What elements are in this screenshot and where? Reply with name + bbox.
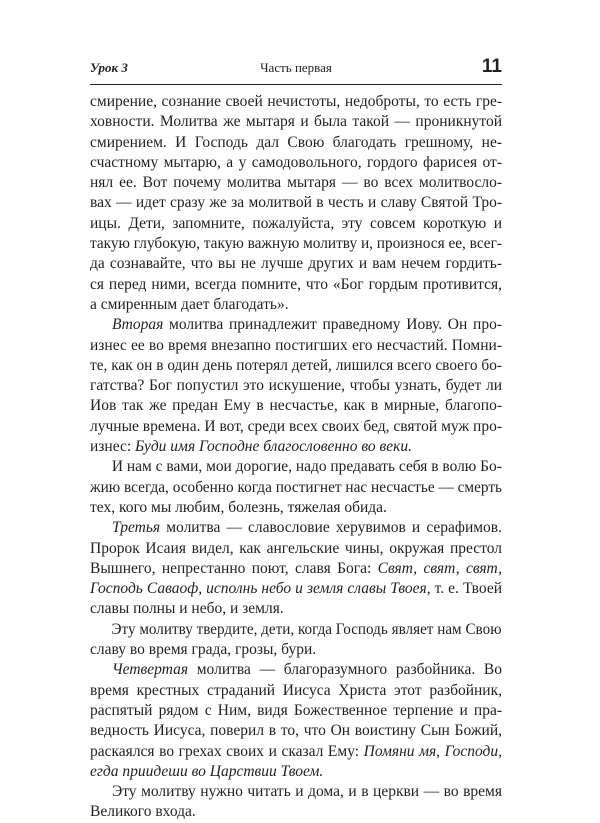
text-segment: раскаялся во грехах своих и сказал Ему: [90,742,364,760]
body-text [90,92,502,823]
italic-text: Четвертая [112,661,189,679]
text-line [90,153,502,173]
text-segment: изнес ее во время внезапно постигших его несчастий. Помни- [90,336,502,354]
text-segment: счастному мытарю, а у самодовольного, гордого фарисея от- [90,153,502,171]
text-segment: вах — идет сразу же за молитвой в честь и славу Святой Тро- [90,194,502,212]
text-line [90,376,502,396]
text-segment: молитва — славословие херувимов и серафимов. [160,519,502,537]
text-line [90,254,502,274]
text-segment: Вышнего, непрестанно поют, славя Бога: [90,559,378,577]
text-line [90,681,502,701]
text-line [90,721,502,741]
text-segment: гатства? Бог попустил это искушение, чтобы узнать, будет ли [90,377,502,395]
text-line [90,214,502,234]
text-line [90,640,502,660]
text-line [90,275,502,295]
text-segment: такую глубокую, такую важную молитву и, произнося ее, всег- [90,235,502,253]
part-title: Часть первая [260,60,332,75]
text-line [90,762,502,782]
italic-text: Господь Саваоф, исполнь небо и земля славы Твоея, [90,580,431,598]
text-segment: Иов так же предан Ему в несчастье, как в мирные, благопо- [90,397,503,415]
running-header [90,56,502,80]
text-line [90,112,502,132]
text-segment: распятый рядом с Ним, видя Божественное терпение и пра- [90,701,502,719]
text-segment: да сознавайте, что вы не лучше других и вам нечем гордить- [90,255,502,273]
text-segment: ведность Иисуса, поверил в то, что Он воистину Сын Божий, [90,722,502,740]
text-segment: Великого входа. [90,803,196,821]
text-segment: ховности. Молитва же мытаря и была такой — проникнутой [90,113,502,131]
text-segment: тех, кого мы любим, болезнь, тяжелая обида. [90,498,387,516]
text-line [90,518,502,538]
text-line [90,539,502,559]
text-segment: И нам с вами, мои дорогие, надо предавать себя в волю Бо- [111,458,502,476]
text-line [90,579,502,599]
text-line [90,336,502,356]
text-line [90,782,502,802]
text-line [90,457,500,477]
text-segment: те, как он в один день потерял детей, лишился всего своего бо- [90,356,503,374]
header-rule [90,84,502,85]
text-segment: а смиренным дает благодать». [90,295,289,313]
text-segment: время крестных страданий Иисуса Христа этот разбойник, [90,681,502,699]
text-line [90,356,503,376]
text-line [90,133,502,153]
text-segment: изнес: [90,438,136,456]
text-line [90,498,502,518]
text-segment: Эту молитву твердите, дети, когда Господь являет нам Свою [111,620,502,638]
text-line [90,173,502,193]
text-segment: смирением. И Господь дал Свою благодать грешному, не- [90,133,502,151]
text-segment: молитва — благоразумного разбойника. Во [188,661,502,679]
text-segment: Эту молитву нужно читать и дома, и в церкви — во время [112,783,502,801]
text-line [90,559,502,579]
text-line [90,599,502,619]
text-line [90,295,502,315]
text-line [90,234,502,254]
text-segment: лучные времена. И вот, среди всех своих бед, святой муж про- [90,417,502,435]
text-line [90,660,502,680]
italic-text: Помяни мя, Господи, [363,742,503,760]
text-segment: нял ее. Вот почему молитва мытаря — во всех молитвосло- [90,174,502,192]
italic-text: Третья [112,519,161,537]
text-line [90,396,502,416]
text-line [90,701,502,721]
text-line [90,620,502,640]
lesson-label: Урок 3 [90,60,128,75]
text-line [90,315,502,335]
text-line [90,417,502,437]
text-segment: т. е. Твоей [430,580,502,598]
text-line [90,742,502,762]
text-segment: славы полны и небо, и земля. [90,600,284,618]
text-segment: жию всегда, особенно когда постигнет нас несчастье — смерть [90,478,503,496]
page-number: 11 [481,56,502,77]
text-line [90,802,502,822]
text-segment: смирение, сознание своей нечистоты, недоброты, то есть гре- [90,93,502,110]
text-line [90,92,502,112]
text-segment: ицы. Дети, запомните, пожалуйста, эту совсем короткую и [90,214,502,232]
text-segment: ся перед ними, всегда помните, что «Бог гордым противится, [90,275,502,293]
text-line [90,193,502,213]
italic-text: егда приидеши во Царствии Твоем. [90,762,324,780]
text-segment: Пророк Исаия видел, как ангельские чины, окружая престол [90,539,502,557]
text-line [90,478,503,498]
text-segment: молитва принадлежит праведному Иову. Он про- [163,316,503,334]
italic-text: Вторая [112,316,164,334]
text-line [90,437,502,457]
text-segment: славу во время града, грозы, бури. [90,641,317,659]
italic-text: Свят, свят, свят, [377,559,503,577]
italic-text: Буди имя Господне благословенно во веки. [135,438,412,456]
